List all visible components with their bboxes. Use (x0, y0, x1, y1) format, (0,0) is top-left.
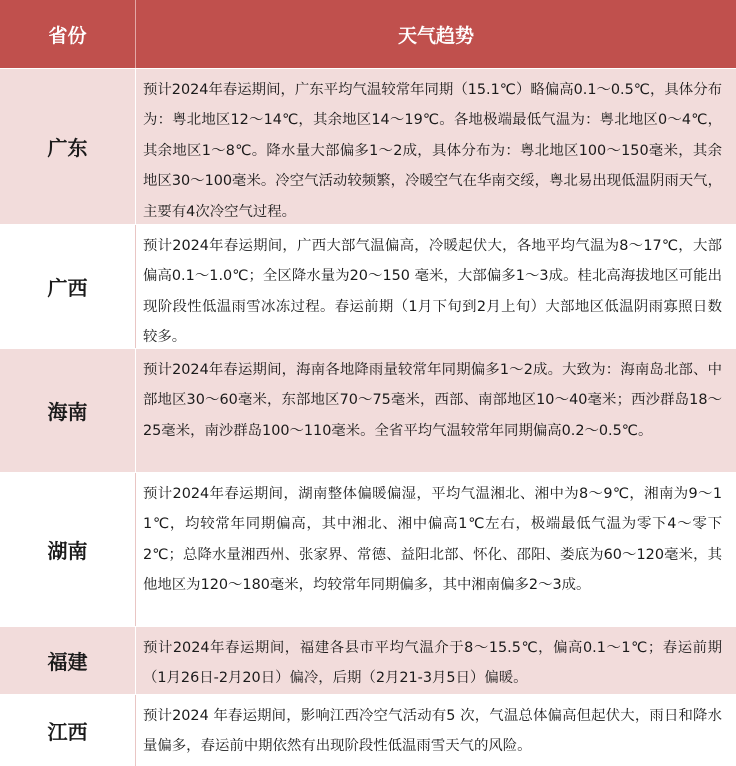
province-cell: 海南 (47, 400, 88, 424)
table-row-hunan (0, 472, 736, 626)
column-divider (135, 473, 136, 626)
column-divider (135, 69, 136, 224)
column-divider (135, 349, 136, 472)
table-row-guangdong (0, 68, 736, 224)
trend-cell: 预计2024 年春运期间，影响江西冷空气活动有5 次，气温总体偏高但起伏大，雨日和降水量偏多，春运前中期依然有出现阶段性低温雨雪天气的风险。 (143, 708, 722, 755)
table-row-guangxi (0, 224, 736, 348)
column-divider (135, 695, 136, 766)
trend-cell: 预计2024年春运期间，广西大部气温偏高，冷暖起伏大，各地平均气温为8～17℃，大部偏高0.1～1.0℃；全区降水量为20～150 毫米，大部偏多1～3成。桂北高海拔地区可能出现阶段性低温雨雪冰冻过程。春运前期（1月下旬到2月上旬）大部地区低温阴雨寡照日数较多。 (143, 238, 722, 346)
trend-cell: 预计2024年春运期间，广东平均气温较常年同期（15.1℃）略偏高0.1～0.5℃，具体分布为：粤北地区12～14℃，其余地区14～19℃。各地极端最低气温为：粤北地区0～4℃，其余地区1～8℃。降水量大部偏多1～2成，具体分布为：粤北地区100～150毫米，其余地区30～100毫米。冷空气活动较频繁，冷暖空气在华南交绥，粤北易出现低温阴雨天气，主要有4次冷空气过程。 (143, 82, 722, 220)
province-cell: 广西 (47, 276, 88, 300)
table-row-hainan (0, 348, 736, 472)
province-cell: 湖南 (47, 539, 88, 563)
trend-cell: 预计2024年春运期间，海南各地降雨量较常年同期偏多1～2成。大致为：海南岛北部、中部地区30～60毫米，东部地区70～75毫米，西部、南部地区10～40毫米；西沙群岛18～25毫米，南沙群岛100～110毫米。全省平均气温较常年同期偏高0.2～0.5℃。 (143, 362, 722, 439)
table-row-jiangxi (0, 694, 736, 766)
trend-cell: 预计2024年春运期间，湖南整体偏暖偏湿，平均气温湘北、湘中为8～9℃，湘南为9～11℃，均较常年同期偏高，其中湘北、湘中偏高1℃左右，极端最低气温为零下4～零下2℃；总降水量湘西州、张家界、常德、益阳北部、怀化、邵阳、娄底为60～120毫米，其他地区为120～180毫米，均较常年同期偏多，其中湘南偏多2～3成。 (143, 486, 722, 594)
header-weather-trend: 天气趋势 (397, 24, 474, 47)
province-cell: 福建 (47, 650, 88, 674)
column-divider (135, 225, 136, 348)
column-divider (135, 627, 136, 694)
province-cell: 广东 (47, 136, 88, 160)
table-header (0, 0, 736, 68)
trend-cell: 预计2024年春运期间，福建各县市平均气温介于8～15.5℃，偏高0.1～1℃；春运前期（1月26日-2月20日）偏冷，后期（2月21-3月5日）偏暖。 (143, 640, 722, 687)
header-province: 省份 (48, 24, 87, 47)
province-cell: 江西 (47, 720, 88, 744)
table-row-fujian (0, 626, 736, 694)
